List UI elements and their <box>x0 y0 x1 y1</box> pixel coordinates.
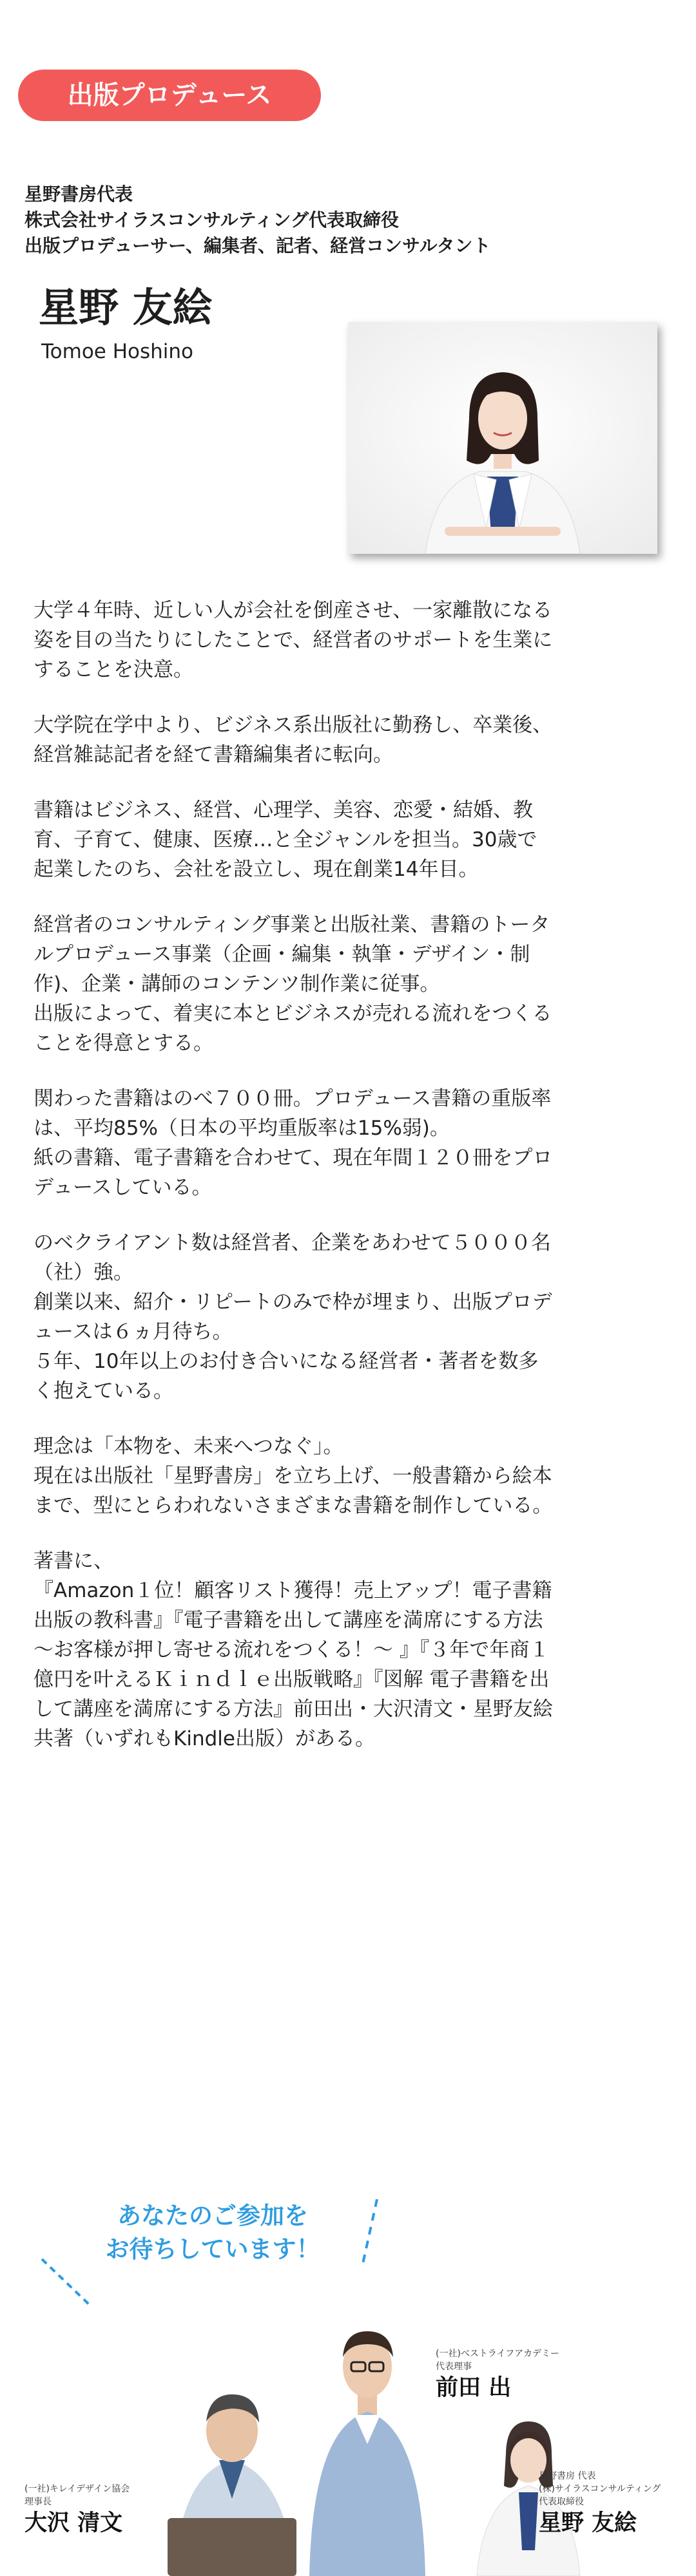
bio-paragraph: 経営者のコンサルティング事業と出版社業、書籍のトータ ルプロデュース事業（企画・編集・執筆・デザイン・制 作)、企業・講師のコンテンツ制作業に従事。 出版によって、着実に本とビジネスが売れる流れをつくる ことを得意とする。 <box>34 913 552 1055</box>
bio-paragraph: 理念は「本物を、未来へつなぐ」。 現在は出版社「星野書房」を立ち上げ、一般書籍から絵本 まで、型にとらわれないさまざまな書籍を制作している。 <box>34 1435 553 1517</box>
person-affiliation: 星野書房 代表 <box>539 2471 596 2481</box>
profile-name: 星野 友絵 <box>39 284 213 331</box>
person-affiliation: (一社)ベストライフアカデミー <box>436 2349 559 2359</box>
person-affiliation: 代表理事 <box>436 2362 472 2372</box>
person-name: 前田 出 <box>436 2375 512 2401</box>
bio-paragraph: 大学院在学中より、ビジネス系出版社に勤務し、卒業後、 経営雑誌記者を経て書籍編集者に転向。 <box>34 714 553 766</box>
person-name: 大沢 清文 <box>24 2510 123 2536</box>
profile-titles <box>24 182 491 259</box>
bio-paragraph: 大学４年時、近しい人が会社を倒産させ、一家離散になる 姿を目の当たりにしたことで、経営者のサポートを生業に することを決意。 <box>34 599 553 681</box>
invitation-message <box>77 2199 348 2266</box>
person-caption-osawa <box>24 2483 130 2538</box>
person-affiliation: 代表取締役 <box>539 2497 584 2507</box>
decorative-dash-right <box>358 2196 383 2267</box>
section-badge: 出版プロデュース <box>18 70 321 121</box>
cta-line: お待ちしています！ <box>105 2235 320 2263</box>
person-caption-maeda <box>436 2347 559 2403</box>
cta-line: あなたのご参加を <box>117 2202 308 2230</box>
bio-paragraph: 著書に、 『Amazon１位！顧客リスト獲得！売上アップ！電子書籍 出版の教科書』『電子書籍を出して講座を満席にする方法 ～お客様が押し寄せる流れをつくる！～ 』『３年で年商１ 億円を叶えるＫｉｎｄｌｅ出版戦略』『図解 電子書籍を出 して講座を満席にする方法』前田出・大沢清文・星野友絵 共著（いずれもKindle出版）がある。 <box>34 1549 553 1750</box>
profile-bio <box>34 596 672 1779</box>
person-affiliation: (一社)キレイデザイン協会 <box>24 2484 130 2494</box>
person-affiliation: (株)サイラスコンサルティング <box>539 2484 661 2494</box>
person-name: 星野 友絵 <box>539 2510 637 2536</box>
bio-paragraph: 関わった書籍はのべ７００冊。プロデュース書籍の重版率 は、平均85%（日本の平均重版率は15%弱)。 紙の書籍、電子書籍を合わせて、現在年間１２０冊をプロ デュースしている。 <box>34 1087 553 1199</box>
title-line: 星野書房代表 <box>24 184 133 205</box>
person-affiliation: 理事長 <box>24 2497 52 2507</box>
profile-photo <box>348 322 657 554</box>
bio-paragraph: のベクライアント数は経営者、企業をあわせて５０００名 （社）強。 創業以来、紹介・リピートのみで枠が埋まり、出版プロデ ュースは６ヵ月待ち。 ５年、10年以上のお付き合いになる経営者・著者を数多 く抱えている。 <box>34 1231 552 1403</box>
person-caption-hoshino <box>539 2470 661 2538</box>
bio-paragraph: 書籍はビジネス、経営、心理学、美容、恋愛・結婚、教 育、子育て、健康、医療…と全ジャンルを担当。30歳で 起業したのち、会社を設立し、現在創業14年目。 <box>34 799 537 881</box>
title-line: 出版プロデューサー、編集者、記者、経営コンサルタント <box>24 235 491 256</box>
profile-name-roman: Tomoe Hoshino <box>41 340 194 363</box>
title-line: 株式会社サイラスコンサルティング代表取締役 <box>24 209 400 231</box>
